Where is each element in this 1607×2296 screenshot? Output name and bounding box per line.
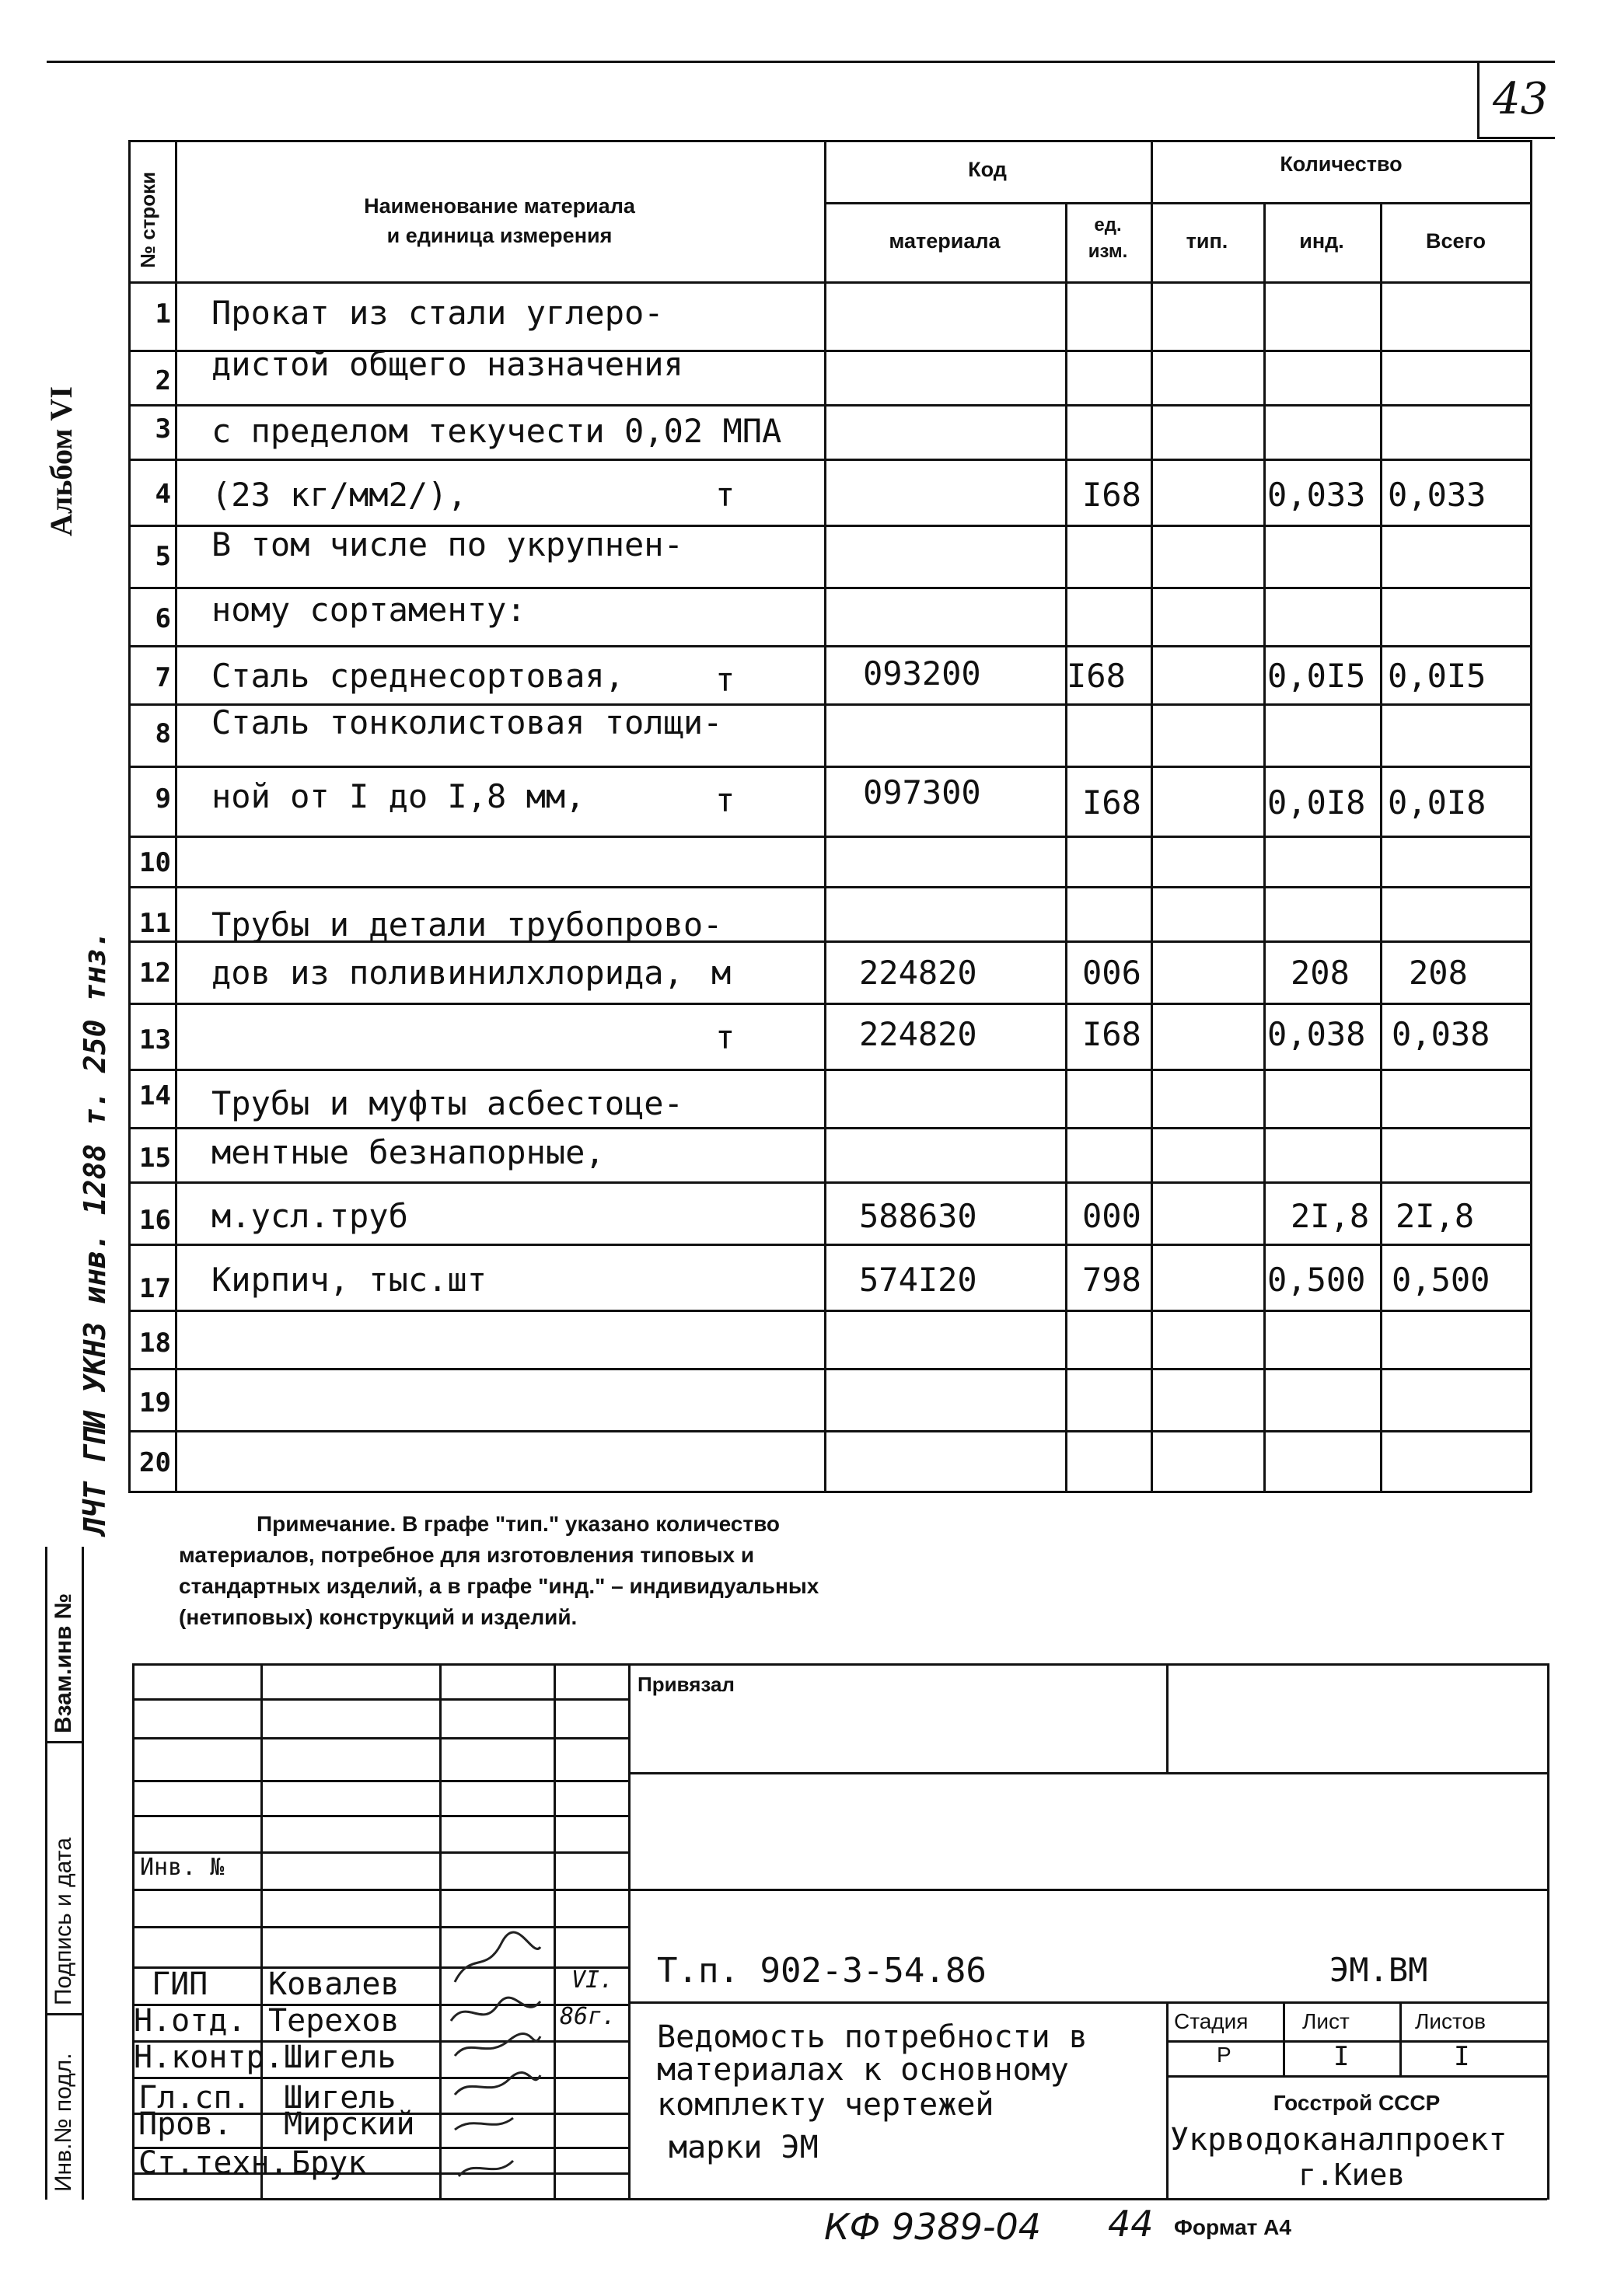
inv-podl-label: Инв.№ подл. bbox=[51, 2053, 76, 2192]
name-n-kontr: Шигель bbox=[284, 2040, 397, 2075]
row-eu: I68 bbox=[1082, 1015, 1141, 1053]
margin-divider-1 bbox=[45, 1741, 84, 1743]
stage-col-1 bbox=[1283, 2001, 1285, 2075]
row-number: 11 bbox=[139, 908, 171, 939]
row-total: 0,0I8 bbox=[1388, 783, 1486, 822]
row-eu: I68 bbox=[1067, 657, 1126, 695]
role-n-otd: Н.отд. bbox=[134, 2003, 246, 2039]
margin-divider-2 bbox=[45, 2013, 84, 2015]
stamp-right bbox=[1547, 1663, 1549, 2200]
name-gip: Ковалев bbox=[268, 1966, 400, 2002]
archive-stamp: ЛЧТ ГПИ УКНЗ инв. 1288 т. 250 тнз. bbox=[78, 930, 112, 1535]
row-number: 5 bbox=[155, 541, 171, 572]
table-left bbox=[128, 140, 131, 1492]
footer-num: 44 bbox=[1108, 2203, 1154, 2245]
header-qty: Количество bbox=[1280, 152, 1403, 176]
inv-no-label: Инв. № bbox=[140, 1854, 225, 1881]
col-line-ind bbox=[1380, 202, 1382, 1492]
name-prov: Мирский bbox=[284, 2106, 415, 2142]
row-number: 10 bbox=[139, 847, 171, 878]
row-sep bbox=[128, 404, 1532, 407]
role-gip: ГИП bbox=[152, 1966, 208, 2002]
row-code: 224820 bbox=[859, 1015, 977, 1053]
doc-title-3: комплекту чертежей bbox=[657, 2087, 994, 2123]
row-sep bbox=[128, 1069, 1532, 1071]
margin-line-inner bbox=[82, 1547, 84, 2200]
row-code: 574I20 bbox=[859, 1261, 977, 1299]
table-right bbox=[1530, 140, 1532, 1492]
row-sep bbox=[128, 1368, 1532, 1370]
row-number: 16 bbox=[139, 1205, 171, 1236]
row-eu: 798 bbox=[1082, 1261, 1141, 1299]
date-n-otd: 86г. bbox=[560, 2003, 617, 2030]
role-st-tekhn: Ст.техн. bbox=[138, 2145, 288, 2181]
podpis-label: Подпись и дата bbox=[51, 1837, 76, 2005]
row-eu: 000 bbox=[1082, 1197, 1141, 1235]
stamp-row bbox=[132, 1698, 630, 1701]
doc-title-2: материалах к основному bbox=[657, 2052, 1069, 2088]
privyazal-bottom bbox=[628, 1772, 1547, 1774]
row-total: 0,038 bbox=[1392, 1015, 1490, 1053]
row-eu: I68 bbox=[1082, 476, 1141, 514]
date-gip: VI. bbox=[571, 1966, 614, 1994]
top-border-line bbox=[47, 61, 1555, 63]
sheet-label: Лист bbox=[1302, 2009, 1350, 2033]
privyazal-divider bbox=[1166, 1663, 1169, 1772]
row-ind: 0,500 bbox=[1267, 1261, 1366, 1299]
row-name: ному сортаменту: bbox=[211, 591, 526, 629]
row-eu: 006 bbox=[1082, 954, 1141, 992]
row-sep bbox=[128, 587, 1532, 589]
row-number: 14 bbox=[139, 1080, 171, 1111]
row-name: Сталь тонколистовая толщи- bbox=[211, 703, 723, 741]
header-typ: тип. bbox=[1186, 229, 1228, 253]
footer-format: Формат А4 bbox=[1174, 2215, 1291, 2239]
doc-code-bottom bbox=[628, 2001, 1547, 2004]
stamp-col-1 bbox=[260, 1663, 263, 2200]
row-sep bbox=[128, 1244, 1532, 1246]
sheet-value: I bbox=[1333, 2041, 1350, 2072]
row-number: 18 bbox=[139, 1328, 171, 1359]
stage-col-2 bbox=[1399, 2001, 1402, 2075]
row-number: 2 bbox=[155, 365, 171, 396]
privyazal-label: Привязал bbox=[638, 1673, 735, 1696]
row-name: Трубы и муфты асбестоце- bbox=[211, 1084, 683, 1122]
stamp-row bbox=[132, 1815, 630, 1817]
role-n-kontr: Н.контр. bbox=[134, 2040, 284, 2075]
row-number: 15 bbox=[139, 1143, 171, 1174]
col-line-unit bbox=[1151, 140, 1153, 1492]
stage-value: Р bbox=[1217, 2043, 1231, 2067]
row-code: 093200 bbox=[863, 654, 981, 693]
org-line-1: Госстрой СССР bbox=[1273, 2091, 1441, 2115]
album-label: Альбом VI bbox=[44, 386, 79, 536]
row-name: В том числе по укрупнен- bbox=[211, 525, 683, 564]
table-top bbox=[128, 140, 1532, 142]
header-row-no: № строки bbox=[136, 171, 159, 268]
col-line-rownum bbox=[175, 140, 177, 1492]
doc-title-1: Ведомость потребности в bbox=[657, 2019, 1088, 2055]
page-number-box-line bbox=[1477, 61, 1479, 138]
row-total: 0,033 bbox=[1388, 476, 1486, 514]
note-line-1: Примечание. В графе "тип." указано количество bbox=[257, 1512, 781, 1536]
row-number: 17 bbox=[139, 1273, 171, 1304]
org-line-3: г.Киев bbox=[1298, 2158, 1406, 2192]
row-name: Сталь среднесортовая, bbox=[211, 657, 625, 695]
row-number: 1 bbox=[155, 298, 171, 330]
stamp-row bbox=[132, 1889, 630, 1891]
stamp-top bbox=[132, 1663, 1547, 1666]
row-unit: м bbox=[711, 954, 732, 992]
row-name: м.усл.труб bbox=[211, 1197, 408, 1235]
doc-code: Т.п. 902-3-54.86 bbox=[657, 1951, 987, 1991]
sheets-value: I bbox=[1454, 2041, 1470, 2072]
row-sep bbox=[128, 766, 1532, 768]
row-number: 20 bbox=[139, 1447, 171, 1478]
row-unit: т bbox=[715, 661, 735, 699]
row-ind: 0,0I5 bbox=[1267, 657, 1366, 695]
row-sep bbox=[128, 1430, 1532, 1432]
role-gl-sp: Гл.сп. bbox=[138, 2080, 251, 2116]
row-name: ной от I до I,8 мм, bbox=[211, 777, 585, 815]
row-name: Прокат из стали углеро- bbox=[211, 294, 664, 332]
row-total: 2I,8 bbox=[1396, 1197, 1475, 1235]
stage-values-bottom bbox=[1166, 2075, 1547, 2078]
stage-label: Стадия bbox=[1174, 2009, 1249, 2033]
name-st-tekhn: Брук bbox=[292, 2145, 367, 2181]
row-number: 3 bbox=[155, 413, 171, 445]
row-number: 19 bbox=[139, 1387, 171, 1418]
row-ind: 208 bbox=[1291, 954, 1350, 992]
stamp-row bbox=[132, 1780, 630, 1782]
role-prov: Пров. bbox=[138, 2106, 232, 2142]
row-sep bbox=[128, 1003, 1532, 1005]
row-code: 224820 bbox=[859, 954, 977, 992]
row-sep bbox=[128, 1181, 1532, 1184]
note-line-3: стандартных изделий, а в графе "инд." – индивидуальных bbox=[179, 1574, 819, 1598]
header-code-material: материала bbox=[889, 229, 1001, 253]
row-sep bbox=[128, 836, 1532, 838]
note-line-4: (нетиповых) конструкций и изделий. bbox=[179, 1605, 578, 1629]
row-name: дов из поливинилхлорида, bbox=[211, 954, 683, 992]
row-number: 6 bbox=[155, 603, 171, 634]
stamp-left bbox=[132, 1663, 134, 2200]
stamp-col-4 bbox=[628, 1663, 631, 2200]
header-ind: инд. bbox=[1299, 229, 1344, 253]
header-name-line2: и единица измерения bbox=[386, 224, 613, 247]
signature-marks bbox=[439, 1928, 556, 2200]
row-code: 097300 bbox=[863, 773, 981, 811]
row-ind: 2I,8 bbox=[1291, 1197, 1370, 1235]
row-sep bbox=[128, 1127, 1532, 1129]
row-total: 208 bbox=[1409, 954, 1468, 992]
col-line-code bbox=[1065, 202, 1067, 1492]
row-number: 7 bbox=[155, 662, 171, 693]
header-unit-1: ед. bbox=[1094, 215, 1122, 236]
row-sep bbox=[128, 1491, 1532, 1493]
row-ind: 0,033 bbox=[1267, 476, 1366, 514]
doc-mark: ЭМ.ВМ bbox=[1329, 1951, 1428, 1989]
doc-title-4: марки ЭМ bbox=[669, 2130, 819, 2165]
row-name: ментные безнапорные, bbox=[211, 1133, 605, 1171]
name-gl-sp: Шигель bbox=[284, 2080, 397, 2116]
header-mid-line bbox=[824, 202, 1532, 204]
margin-line-outer bbox=[45, 1547, 47, 2200]
row-number: 9 bbox=[155, 783, 171, 815]
header-bottom-line bbox=[128, 281, 1532, 284]
stamp-bottom bbox=[132, 2198, 1547, 2200]
row-name: Трубы и детали трубопрово- bbox=[211, 905, 723, 944]
doc-code-top bbox=[628, 1889, 1547, 1891]
note-line-2: материалов, потребное для изготовления типовых и bbox=[179, 1543, 755, 1567]
row-number: 13 bbox=[139, 1024, 171, 1056]
row-name: (23 кг/мм2/), bbox=[211, 476, 467, 514]
col-line-name bbox=[824, 140, 826, 1492]
row-number: 4 bbox=[155, 479, 171, 510]
row-sep bbox=[128, 459, 1532, 461]
header-name-line1: Наименование материала bbox=[364, 194, 635, 218]
row-unit: т bbox=[715, 781, 735, 819]
footer-code: КФ 9389-04 bbox=[824, 2206, 1042, 2248]
row-sep bbox=[128, 886, 1532, 888]
row-name: дистой общего назначения bbox=[211, 345, 683, 383]
org-line-2: Укрводоканалпроект bbox=[1170, 2122, 1507, 2158]
row-ind: 0,038 bbox=[1267, 1015, 1366, 1053]
header-code: Код bbox=[968, 158, 1007, 181]
sheets-label: Листов bbox=[1415, 2009, 1486, 2033]
stamp-row bbox=[132, 1737, 630, 1739]
row-unit: т bbox=[715, 1018, 735, 1056]
row-unit: т bbox=[715, 476, 735, 514]
page-number-box-bottom bbox=[1477, 137, 1555, 139]
row-total: 0,500 bbox=[1392, 1261, 1490, 1299]
row-code: 588630 bbox=[859, 1197, 977, 1235]
header-unit-2: изм. bbox=[1088, 241, 1128, 262]
row-ind: 0,0I8 bbox=[1267, 783, 1366, 822]
row-eu: I68 bbox=[1082, 783, 1141, 822]
header-total: Всего bbox=[1426, 229, 1486, 253]
row-total: 0,0I5 bbox=[1388, 657, 1486, 695]
row-number: 12 bbox=[139, 958, 171, 989]
row-name: Кирпич, тыс.шт bbox=[211, 1261, 487, 1299]
col-line-typ bbox=[1263, 202, 1266, 1492]
name-n-otd: Терехов bbox=[268, 2003, 400, 2039]
row-number: 8 bbox=[155, 718, 171, 749]
row-name: с пределом текучести 0,02 МПА bbox=[211, 412, 782, 450]
row-sep bbox=[128, 1310, 1532, 1312]
row-sep bbox=[128, 645, 1532, 647]
vzam-inv-label: Взам.инв № bbox=[51, 1593, 76, 1733]
page-number: 43 bbox=[1493, 74, 1549, 124]
